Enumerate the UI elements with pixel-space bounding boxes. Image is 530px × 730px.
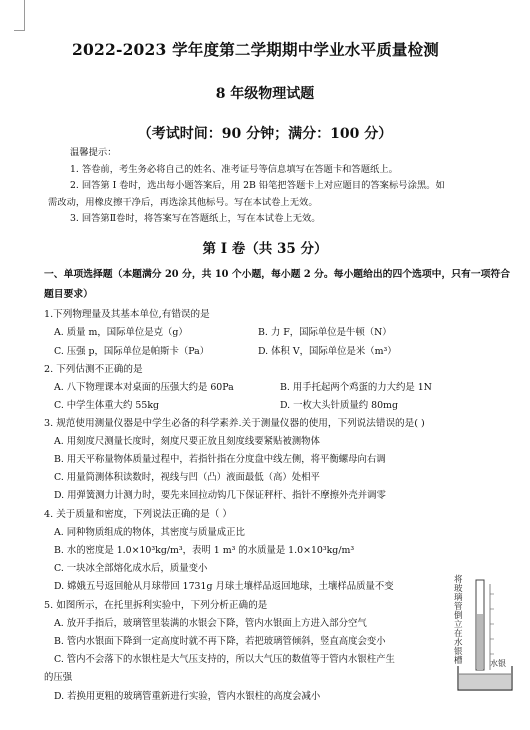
section-title: 第 I 卷（共 35 分） xyxy=(202,241,328,257)
question-2-option-a: A. 八下物理课本对桌面的压强大约是 60Pa xyxy=(54,382,234,393)
part-heading: 一、单项选择题（本题满分 20 分，共 10 个小题，每小题 2 分。每小题给出的四个选项中，只有一项符合题目要求） xyxy=(44,269,511,300)
question-1-option-d: D. 体积 V，国际单位是米（m³） xyxy=(258,346,397,357)
question-5-option-b: B. 管内水银面下降到一定高度时就不再下降，若把玻璃管倾斜，竖直高度会变小 xyxy=(54,636,386,647)
question-3: 3. 规范使用测量仪器是中学生必备的科学素养.关于测量仪器的使用，下列说法错误的是( ) xyxy=(44,418,425,429)
question-5-option-c-continued: 的压强 xyxy=(44,672,73,683)
mercury-label: 水银 xyxy=(490,659,506,668)
question-4-option-b: B. 水的密度是 1.0×10³kg/m³，表明 1 m³ 的水质量是 1.0×10³kg/m³ xyxy=(54,545,355,556)
question-3-option-c: C. 用量筒测体积读数时，视线与凹（凸）液面最低（高）处相平 xyxy=(54,472,320,483)
question-4: 4. 关于质量和密度，下列说法正确的是（ ） xyxy=(44,509,232,520)
figure-side-text: 将玻璃管倒立在水银槽 xyxy=(454,575,463,666)
question-2-option-c: C. 中学生体重大约 55kg xyxy=(54,400,160,411)
question-1: 1.下列物理量及其基本单位,有错误的是 xyxy=(44,309,210,320)
notes-block xyxy=(48,145,518,228)
question-4-option-d: D. 嫦娥五号返回舱从月球带回 1731g 月球土壤样品返回地球，土壤样品质量不变 xyxy=(54,581,394,592)
crop-mark xyxy=(24,0,25,30)
question-3-option-b: B. 用天平称量物体质量过程中，若指针指在分度盘中线左侧，将平衡螺母向右调 xyxy=(54,454,386,465)
question-2-option-d: D. 一枚大头针质量约 80mg xyxy=(280,400,398,411)
exam-title: 2022-2023 学年度第二学期期中学业水平质量检测 xyxy=(72,40,440,59)
question-1-option-b: B. 力 F，国际单位是牛顿（N） xyxy=(258,327,392,338)
notes-heading: 温馨提示： xyxy=(70,147,117,158)
question-5-option-c: C. 管内不会落下的水银柱是大气压支持的，所以大气压的数值等于管内水银柱产生 xyxy=(54,654,395,665)
question-5: 5. 如图所示，在托里拆利实验中，下列分析正确的是 xyxy=(44,600,268,611)
exam-subtitle: 8 年级物理试题 xyxy=(215,86,315,102)
question-3-option-d: D. 用弹簧测力计测力时，要先来回拉动钩几下保证秤杆、指针不摩擦外壳并调零 xyxy=(54,490,386,501)
note-1: 1. 答卷前，考生务必将自己的姓名、准考证号等信息填写在答题卡和答题纸上。 xyxy=(70,163,398,175)
torricelli-apparatus-drawing xyxy=(452,574,518,700)
note-2: 2. 回答第 I 卷时，选出每小题答案后，用 2B 铅笔把答题卡上对应题目的答案标号涂黑。如 xyxy=(70,180,445,192)
question-2-option-b: B. 用手托起两个鸡蛋的力大约是 1N xyxy=(280,382,432,393)
torricelli-figure xyxy=(452,574,518,700)
question-3-option-a: A. 用刻度尺测量长度时，刻度尺要正放且刻度线要紧贴被测物体 xyxy=(54,436,320,447)
question-2: 2. 下列估测不正确的是 xyxy=(44,364,143,375)
note-3: 3. 回答第Ⅱ卷时，将答案写在答题纸上，写在本试卷上无效。 xyxy=(70,213,321,225)
mercury-column xyxy=(477,614,483,670)
crop-mark-horizontal xyxy=(14,30,25,31)
note-2-continued: 需改动，用橡皮擦干净后，再选涂其他标号。写在本试卷上无效。 xyxy=(48,196,318,208)
question-1-option-c: C. 压强 p，国际单位是帕斯卡（Pa） xyxy=(54,346,210,357)
mercury-in-trough xyxy=(459,674,511,689)
question-5-option-d: D. 若换用更粗的玻璃管重新进行实验，管内水银柱的高度会减小 xyxy=(54,691,321,702)
question-4-option-a: A. 同种物质组成的物体，其密度与质量成正比 xyxy=(54,527,245,538)
exam-time-score: （考试时间：90 分钟；满分：100 分） xyxy=(137,126,393,142)
question-4-option-c: C. 一块冰全部熔化成水后，质量变小 xyxy=(54,563,208,574)
question-5-option-a: A. 放开手指后，玻璃管里装满的水银会下降，管内水银面上方进入部分空气 xyxy=(54,618,367,629)
question-1-option-a: A. 质量 m，国际单位是克（g） xyxy=(54,327,188,338)
